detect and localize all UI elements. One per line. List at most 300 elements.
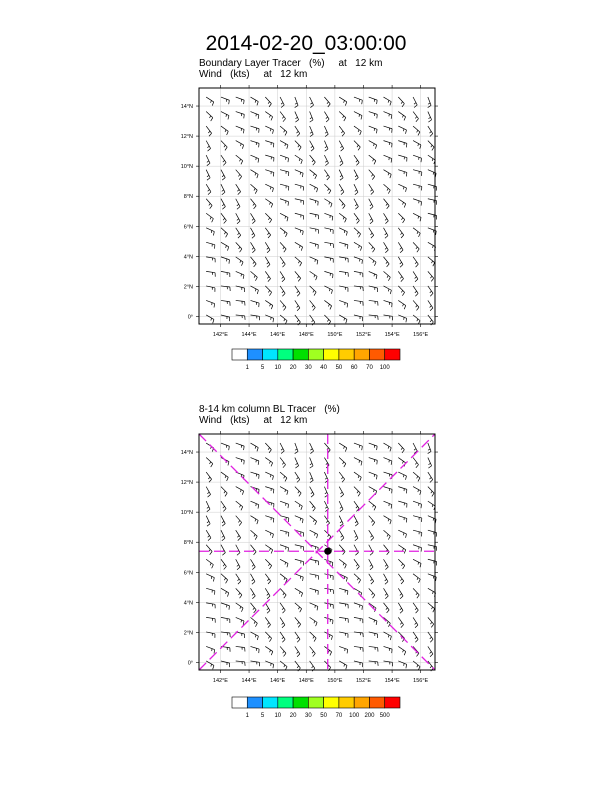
- wind-barb: [369, 661, 378, 666]
- wind-barb: [265, 617, 270, 627]
- wind-barb: [206, 545, 212, 555]
- wind-barb: [236, 443, 244, 450]
- wind-barb: [324, 184, 330, 194]
- wind-barb: [236, 617, 244, 624]
- wind-barb: [384, 97, 392, 105]
- wind-barb: [428, 617, 434, 627]
- wind-barb: [236, 588, 242, 598]
- wind-barb: [339, 112, 346, 122]
- wind-barb: [339, 443, 347, 452]
- wind-barb: [265, 545, 272, 554]
- wind-barb: [310, 141, 314, 151]
- wind-barb: [250, 242, 255, 252]
- wind-barb: [236, 141, 244, 149]
- wind-barb: [413, 603, 418, 613]
- wind-barb: [339, 228, 347, 236]
- wind-barb: [413, 242, 419, 252]
- wind-barb: [428, 458, 432, 469]
- center-marker: [324, 548, 331, 555]
- x-tick-label: 152°E: [355, 332, 372, 338]
- wind-barb: [310, 472, 314, 483]
- wind-barb: [384, 199, 390, 209]
- wind-barb: [369, 300, 378, 305]
- wind-barb: [236, 315, 245, 320]
- wind-barb: [250, 545, 256, 555]
- wind-barb: [398, 213, 404, 223]
- wind-barb: [369, 588, 375, 598]
- wind-barb: [310, 242, 319, 248]
- wind-barb: [221, 155, 226, 165]
- wind-barb: [398, 155, 407, 161]
- x-tick-label: 142°E: [212, 678, 228, 684]
- wind-barb: [236, 257, 243, 266]
- wind-barb: [324, 257, 333, 263]
- wind-barb: [413, 559, 421, 567]
- y-tick-label: 14°N: [180, 104, 193, 111]
- wind-barb: [206, 126, 211, 136]
- wind-barb: [295, 286, 300, 296]
- colorbar-1: [232, 349, 400, 371]
- wind-barb: [428, 257, 435, 266]
- wind-barb: [236, 170, 242, 180]
- wind-barb: [354, 141, 360, 151]
- colorbar-swatch: [263, 697, 278, 708]
- wind-barb: [398, 646, 405, 655]
- wind-barb: [369, 632, 378, 638]
- wind-barb: [250, 574, 254, 584]
- wind-barb: [398, 126, 406, 134]
- wind-barb: [280, 617, 285, 627]
- wind-barb: [398, 184, 406, 192]
- wind-barb: [324, 300, 331, 309]
- x-tick-label: 156°E: [413, 332, 429, 338]
- wind-barb: [250, 112, 258, 119]
- wind-barb: [384, 574, 388, 584]
- colorbar-label: 70: [366, 365, 373, 371]
- wind-barb: [339, 472, 345, 482]
- wind-barb: [384, 516, 392, 524]
- wind-barb: [295, 199, 304, 205]
- wind-barb: [295, 487, 301, 497]
- x-tick-label: 146°E: [270, 332, 286, 338]
- wind-barb: [280, 632, 285, 642]
- wind-barb: [324, 516, 329, 526]
- wind-barb: [236, 213, 240, 223]
- wind-barb: [221, 286, 230, 291]
- wind-barb: [265, 487, 274, 494]
- wind-barb: [236, 228, 241, 238]
- wind-barb: [324, 199, 332, 208]
- wind-barb: [295, 646, 300, 656]
- y-tick-label: 2°N: [183, 630, 193, 637]
- wind-barb: [310, 184, 318, 192]
- wind-barb: [354, 472, 361, 481]
- wind-barb: [384, 170, 392, 178]
- wind-barb: [369, 501, 376, 510]
- wind-barb: [295, 213, 304, 219]
- wind-barb: [280, 228, 287, 237]
- wind-barb: [339, 286, 348, 292]
- wind-barb: [339, 199, 345, 209]
- panel2-title-line2: Wind (kts) at 12 km: [199, 415, 308, 426]
- wind-barb: [339, 559, 346, 568]
- wind-barb: [295, 559, 304, 565]
- colorbar-label: 20: [289, 713, 297, 719]
- y-tick-label: 12°N: [180, 480, 193, 487]
- wind-barb: [236, 112, 245, 119]
- x-tick-label: 150°E: [327, 678, 343, 684]
- wind-barb: [339, 271, 348, 276]
- wind-barb: [265, 170, 274, 177]
- wind-barb: [265, 574, 270, 584]
- wind-barb: [250, 559, 255, 569]
- wind-barb: [324, 603, 333, 609]
- wind-barb: [221, 574, 228, 583]
- wind-barb: [354, 199, 358, 209]
- wind-barb: [310, 574, 319, 580]
- wind-barb: [221, 300, 230, 305]
- wind-barb: [236, 530, 241, 540]
- wind-barb: [236, 501, 243, 510]
- wind-barb: [265, 112, 272, 121]
- wind-barb: [428, 632, 433, 642]
- wind-barb: [413, 501, 421, 508]
- wind-barb: [413, 632, 418, 642]
- wind-barb: [413, 155, 421, 162]
- wind-barb: [339, 315, 347, 323]
- wind-barb: [265, 646, 272, 655]
- wind-barb: [206, 516, 210, 527]
- wind-barb: [206, 487, 210, 497]
- wind-barb: [339, 617, 348, 622]
- wind-barb: [413, 286, 418, 296]
- wind-barb: [221, 242, 229, 250]
- colorbar-label: 1: [245, 365, 249, 371]
- wind-barb: [265, 97, 271, 107]
- wind-barb: [413, 588, 419, 598]
- wind-barb: [295, 126, 300, 136]
- page-title: 2014-02-20_03:00:00: [205, 32, 407, 55]
- wind-barb: [428, 112, 432, 123]
- wind-barb: [206, 646, 214, 653]
- wind-barb: [236, 155, 243, 164]
- wind-barb: [413, 574, 420, 583]
- wind-barb: [310, 286, 317, 296]
- map-panel-2: [181, 431, 438, 719]
- wind-barb: [354, 271, 363, 277]
- wind-barb: [221, 516, 225, 526]
- wind-barb: [221, 603, 230, 610]
- wind-barb: [369, 286, 378, 292]
- wind-barb: [369, 112, 378, 119]
- wind-barb: [236, 300, 245, 305]
- colorbar-label: 10: [274, 713, 282, 719]
- wind-barb: [236, 199, 240, 209]
- x-tick-label: 152°E: [355, 678, 372, 684]
- wind-barb: [384, 126, 393, 133]
- wind-barb: [354, 574, 361, 584]
- y-tick-label: 10°N: [180, 164, 193, 171]
- wind-barb: [398, 472, 406, 480]
- wind-barb: [310, 501, 316, 511]
- colorbar-swatch: [339, 349, 354, 360]
- wind-barb: [413, 472, 420, 481]
- wind-barb: [280, 603, 285, 613]
- wind-barb: [339, 257, 348, 262]
- wind-barb: [354, 315, 363, 321]
- wind-barb: [428, 141, 434, 151]
- wind-barb: [398, 588, 403, 598]
- wind-barb: [339, 646, 347, 653]
- wind-barb: [339, 213, 346, 222]
- colorbar-swatch: [247, 349, 262, 360]
- colorbar-swatch: [232, 349, 247, 360]
- wind-barb: [369, 472, 377, 479]
- wind-barb: [250, 443, 258, 451]
- wind-barb: [280, 141, 288, 149]
- wind-barb: [324, 97, 330, 107]
- wind-barb: [310, 126, 314, 137]
- colorbar-swatch: [308, 697, 323, 708]
- wind-barb: [398, 617, 403, 627]
- wind-barb: [384, 300, 393, 307]
- wind-barb: [265, 661, 273, 668]
- colorbar-swatch: [324, 349, 339, 360]
- wind-barb: [280, 242, 286, 252]
- wind-barb: [221, 487, 227, 497]
- wind-barb: [354, 257, 363, 264]
- wind-barb: [324, 112, 329, 122]
- wind-barb: [206, 603, 215, 608]
- wind-barb: [280, 501, 288, 508]
- wind-barb: [250, 126, 259, 133]
- wind-barb: [339, 141, 343, 151]
- wind-barb: [206, 213, 213, 222]
- wind-barb: [206, 472, 211, 482]
- wind-barb: [295, 155, 303, 164]
- wind-barb: [369, 443, 377, 450]
- wind-barb: [280, 472, 287, 481]
- wind-barb: [339, 530, 344, 540]
- x-tick-label: 154°E: [384, 332, 400, 338]
- wind-barb: [280, 588, 286, 598]
- wind-barb: [324, 213, 332, 220]
- wind-barb: [369, 213, 373, 223]
- wind-barb: [236, 458, 245, 465]
- colorbar-label: 100: [349, 713, 360, 719]
- wind-barb: [413, 545, 422, 552]
- wind-barb: [250, 300, 259, 307]
- wind-barb: [384, 501, 392, 508]
- colorbar-swatch: [324, 697, 339, 708]
- wind-barb: [384, 661, 393, 666]
- wind-barb: [324, 126, 328, 137]
- wind-barb: [398, 559, 404, 569]
- colorbar-label: 100: [379, 365, 390, 371]
- colorbar-label: 5: [260, 713, 265, 719]
- wind-barb: [265, 155, 274, 161]
- wind-barb: [206, 155, 210, 166]
- panel1-title-line2: Wind (kts) at 12 km: [199, 69, 308, 80]
- wind-barb: [369, 170, 375, 180]
- y-tick-label: 8°N: [183, 540, 193, 547]
- map-frame: [199, 88, 435, 324]
- colorbar-label: 5: [260, 365, 265, 371]
- wind-barb: [250, 271, 257, 280]
- wind-barb: [428, 487, 434, 497]
- wind-barb: [250, 646, 259, 653]
- wind-barb: [384, 155, 392, 162]
- wind-barb: [236, 97, 244, 104]
- wind-barb: [280, 300, 286, 310]
- wind-barb: [295, 228, 303, 235]
- wind-barb: [295, 271, 301, 281]
- colorbar-label: 30: [305, 713, 312, 719]
- wind-barb: [206, 661, 214, 669]
- wind-barb: [398, 530, 406, 538]
- wind-barb: [295, 170, 303, 177]
- wind-barb: [369, 617, 377, 625]
- y-tick-label: 8°N: [183, 194, 193, 201]
- wind-barb: [384, 545, 390, 555]
- wind-barb: [324, 286, 332, 294]
- wind-barb: [265, 588, 270, 598]
- wind-barb: [280, 126, 287, 135]
- wind-barb: [206, 458, 213, 468]
- wind-barb: [250, 603, 256, 613]
- wind-barb: [250, 286, 258, 294]
- wind-barb: [339, 300, 347, 307]
- wind-barb: [265, 530, 273, 538]
- y-tick-label: 0°: [187, 314, 193, 321]
- wind-barb: [398, 661, 406, 668]
- wind-barb: [428, 646, 433, 656]
- wind-barb: [221, 588, 229, 596]
- wind-barb: [206, 286, 215, 292]
- wind-barb: [354, 632, 363, 637]
- wind-barb: [310, 516, 317, 525]
- wind-barb: [369, 184, 374, 194]
- wind-barb: [265, 213, 271, 223]
- wind-barb: [221, 199, 225, 209]
- colorbar-swatch: [278, 349, 293, 360]
- wind-barb: [295, 617, 301, 627]
- wind-barb: [428, 603, 435, 612]
- wind-barb: [369, 271, 377, 279]
- wind-barb: [265, 286, 271, 296]
- colorbar-label: 30: [305, 365, 312, 371]
- wind-barb: [221, 559, 226, 569]
- wind-barb: [206, 501, 210, 512]
- wind-barb: [236, 661, 245, 666]
- wind-barb: [206, 300, 214, 307]
- wind-barb: [206, 141, 210, 151]
- wind-barb: [384, 257, 390, 267]
- wind-barb: [221, 228, 228, 237]
- wind-barb: [221, 443, 229, 450]
- wind-barb: [206, 199, 212, 209]
- wind-barb: [428, 286, 433, 296]
- wind-barb: [310, 530, 318, 538]
- wind-barb: [310, 646, 316, 656]
- wind-barb: [295, 588, 303, 596]
- wind-barb: [206, 97, 214, 106]
- wind-barb: [369, 574, 374, 584]
- wind-barb: [339, 545, 345, 555]
- wind-barb: [206, 184, 211, 194]
- wind-barb: [221, 112, 229, 120]
- wind-barb: [384, 184, 391, 193]
- colorbar-swatch: [293, 349, 308, 360]
- wind-barb: [295, 472, 300, 482]
- x-tick-label: 156°E: [413, 678, 429, 684]
- wind-barb: [339, 661, 347, 669]
- wind-barb: [324, 574, 333, 580]
- wind-barb: [413, 300, 419, 310]
- wind-barb: [280, 170, 289, 176]
- wind-barb: [384, 458, 392, 465]
- colorbar-swatch: [369, 349, 384, 360]
- wind-barb: [265, 632, 271, 642]
- wind-barb: [280, 199, 288, 206]
- x-tick-label: 146°E: [270, 678, 286, 684]
- wind-barb: [280, 530, 289, 536]
- wind-barb: [310, 170, 317, 179]
- colorbar-swatch: [232, 697, 247, 708]
- wind-barb: [206, 530, 211, 540]
- wind-barb: [384, 603, 390, 613]
- wind-barb: [369, 242, 375, 252]
- wind-barb: [398, 516, 407, 523]
- colorbar-label: 500: [379, 713, 390, 719]
- wind-barb: [354, 617, 363, 623]
- wind-barb: [428, 588, 436, 596]
- wind-barb: [280, 646, 286, 656]
- wind-barb: [295, 632, 300, 642]
- colorbar-swatch: [385, 697, 400, 708]
- wind-barb: [413, 126, 420, 135]
- wind-barb: [413, 617, 418, 627]
- wind-barb: [398, 443, 404, 453]
- wind-barb: [384, 632, 392, 640]
- panel1-title-line1: Boundary Layer Tracer (%) at 12 km: [199, 58, 383, 69]
- wind-barb: [369, 228, 374, 238]
- wind-barb: [221, 617, 230, 623]
- wind-barb: [265, 516, 274, 523]
- wind-barb: [250, 458, 258, 465]
- x-tick-label: 144°E: [241, 678, 257, 684]
- wind-barb: [206, 242, 215, 248]
- wind-barb: [398, 545, 405, 554]
- wind-barb: [221, 501, 226, 511]
- wind-barb: [398, 603, 403, 613]
- wind-barb: [324, 228, 333, 234]
- wind-barb: [280, 213, 288, 221]
- wind-barb: [384, 112, 392, 119]
- wind-barb: [280, 458, 286, 468]
- wind-barb: [280, 112, 286, 122]
- colorbar-label: 1: [245, 713, 249, 719]
- wind-barb: [310, 257, 318, 265]
- colorbar-label: 70: [335, 713, 343, 719]
- wind-barb: [384, 487, 393, 494]
- wind-barb: [295, 574, 303, 581]
- wind-barb: [384, 286, 392, 294]
- wind-barb: [384, 315, 393, 320]
- colorbar-swatch: [247, 697, 262, 708]
- wind-barb: [221, 213, 226, 223]
- wind-barb: [265, 228, 270, 238]
